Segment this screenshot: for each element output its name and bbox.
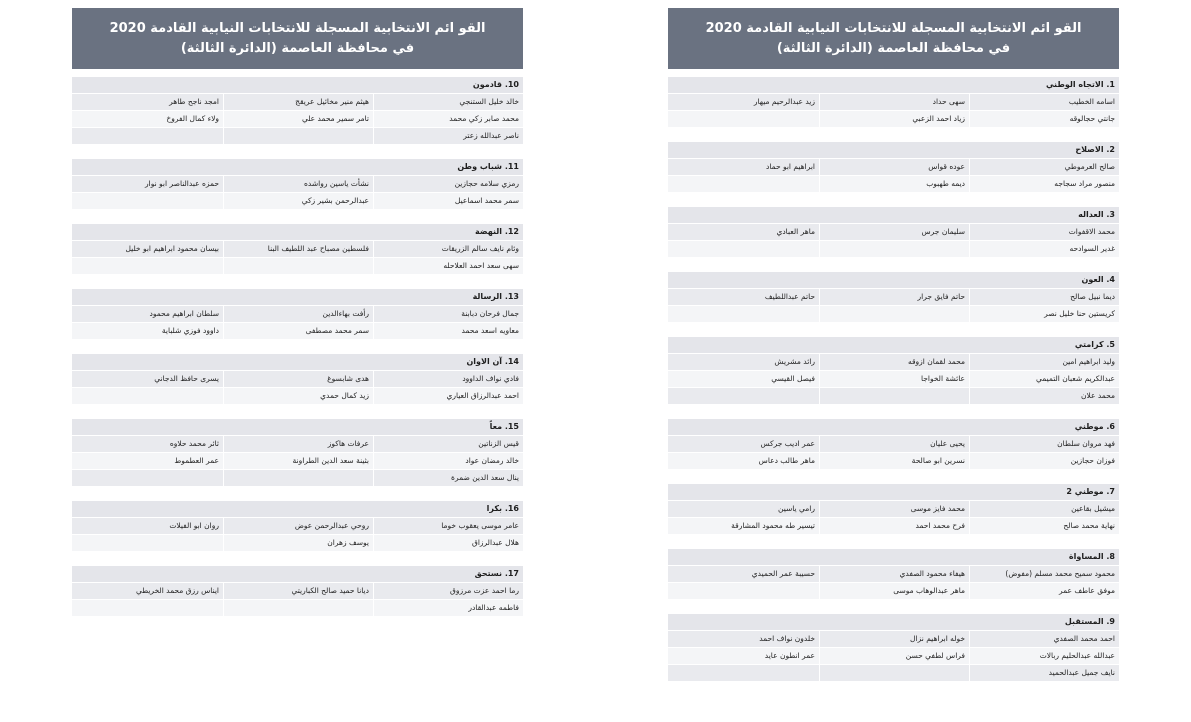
candidate-name-cell: رامي ياسين — [778, 504, 815, 513]
list-title: 11. شباب وطن — [72, 159, 523, 176]
header-title-line1: القو ائم الانتخابية المسجلة للانتخابات النيابية القادمة 2020 — [109, 20, 486, 36]
candidate-name-cell: زيد عبدالرحيم ميهار — [753, 97, 815, 106]
list-title: 16. بكرا — [72, 501, 523, 518]
candidate-name-cell: سلطان ابراهيم محمود — [149, 309, 219, 318]
candidate-name-cell — [668, 176, 819, 192]
candidate-name-cell: حاتم عبداللطيف — [764, 292, 815, 301]
candidate-name-cell: ابراهيم ابو حماد — [765, 162, 815, 171]
candidate-name-cell: سمر محمد اسماعيل — [373, 193, 523, 209]
candidate-name-cell — [72, 600, 223, 616]
electoral-list — [668, 614, 1119, 682]
list-title: 8. المساواة — [668, 549, 1119, 566]
candidate-name-cell: روان ابو الفيلات — [169, 521, 219, 530]
electoral-list — [72, 501, 523, 552]
candidate-name-cell: معاويه اسعد محمد — [373, 323, 523, 339]
candidate-row — [668, 436, 1119, 453]
electoral-list — [668, 272, 1119, 323]
candidate-name-cell: بيسان محمود ابراهيم ابو خليل — [125, 244, 219, 253]
left-panel — [72, 8, 523, 631]
candidate-name-cell: محمد صابر زكي محمد — [373, 111, 523, 127]
list-title: 13. الرسالة — [72, 289, 523, 306]
candidate-row — [72, 94, 523, 111]
list-title: 15. معاً — [72, 419, 523, 436]
candidate-name-cell: هدى شابسوغ — [223, 371, 373, 387]
candidate-name-cell: ميشيل بقاعين — [969, 501, 1119, 517]
electoral-list — [668, 484, 1119, 535]
candidate-row — [72, 193, 523, 210]
candidate-name-cell: حمزه عبدالناصر ابو نوار — [144, 179, 219, 188]
candidate-name-cell: جمال فرحان دبابنة — [373, 306, 523, 322]
header-title-line1: القو ائم الانتخابية المسجلة للانتخابات النيابية القادمة 2020 — [705, 20, 1082, 36]
candidate-name-cell: داوود فوزي شلباية — [161, 326, 219, 335]
candidate-name-cell: خالد رمضان عواد — [373, 453, 523, 469]
electoral-list — [72, 354, 523, 405]
candidate-name-cell: خلدون نواف احمد — [759, 634, 815, 643]
candidate-row — [668, 241, 1119, 258]
electoral-list — [668, 337, 1119, 405]
candidate-name-cell — [668, 665, 819, 681]
candidate-name-cell — [668, 583, 819, 599]
candidate-rows — [668, 354, 1119, 405]
candidate-row — [72, 258, 523, 275]
candidate-name-cell: تامر سمير محمد علي — [223, 111, 373, 127]
electoral-list — [72, 224, 523, 275]
panel-header — [72, 8, 523, 69]
candidate-name-cell: سهى سعد احمد العلاحله — [373, 258, 523, 274]
candidate-name-cell: اسامه الخطيب — [969, 94, 1119, 110]
candidate-name-cell — [72, 470, 223, 486]
candidate-name-cell — [223, 128, 373, 144]
candidate-name-cell: سليمان جرس — [819, 224, 969, 240]
candidate-name-cell: عبدالكريم شعبان التميمي — [969, 371, 1119, 387]
candidate-name-cell: فلسطين مصباح عبد اللطيف البنا — [223, 241, 373, 257]
candidate-name-cell: حاتم فايق جرار — [819, 289, 969, 305]
candidate-row — [72, 128, 523, 145]
candidate-name-cell: عامر موسى يعقوب خوما — [373, 518, 523, 534]
candidate-name-cell: نايف جميل عبدالحميد — [969, 665, 1119, 681]
candidate-row — [72, 111, 523, 128]
list-title: 9. المستقبل — [668, 614, 1119, 631]
candidate-name-cell — [72, 535, 223, 551]
candidate-name-cell: رما احمد عزت مرزوق — [373, 583, 523, 599]
candidate-name-cell: نشأت ياسين رواشده — [223, 176, 373, 192]
candidate-name-cell: حسيبة عمر الحميدي — [751, 569, 815, 578]
header-title-line2: في محافظة العاصمة (الدائرة الثالثة) — [180, 40, 415, 56]
candidate-name-cell: بثينة سعد الدين الطراونة — [223, 453, 373, 469]
candidate-name-cell: نهاية محمد صالح — [969, 518, 1119, 534]
candidate-row — [72, 453, 523, 470]
candidate-name-cell: محمد فايز موسى — [819, 501, 969, 517]
list-title: 2. الاصلاح — [668, 142, 1119, 159]
candidate-rows — [72, 436, 523, 487]
candidate-row — [668, 306, 1119, 323]
candidate-row — [72, 535, 523, 552]
candidate-name-cell: ثائر محمد حلاوه — [169, 439, 219, 448]
candidate-name-cell — [819, 306, 969, 322]
candidate-name-cell — [72, 193, 223, 209]
candidate-row — [668, 631, 1119, 648]
candidate-row — [668, 289, 1119, 306]
candidate-row — [72, 371, 523, 388]
candidate-row — [72, 306, 523, 323]
list-title: 4. العون — [668, 272, 1119, 289]
candidate-name-cell: احمد محمد الصفدي — [969, 631, 1119, 647]
candidate-name-cell — [668, 388, 819, 404]
list-title: 7. موطني 2 — [668, 484, 1119, 501]
candidate-name-cell — [72, 258, 223, 274]
candidate-name-cell: سهى حداد — [819, 94, 969, 110]
candidate-row — [668, 583, 1119, 600]
candidate-rows — [72, 306, 523, 340]
candidate-name-cell: عوده قواس — [819, 159, 969, 175]
candidate-name-cell — [819, 241, 969, 257]
candidate-name-cell: ولاء كمال الفروخ — [166, 114, 219, 123]
candidate-name-cell: ايناس رزق محمد الخريطي — [135, 586, 219, 595]
candidate-row — [72, 583, 523, 600]
candidate-name-cell: فراس لطفي حسن — [819, 648, 969, 664]
candidate-name-cell: عائشة الخواجا — [819, 371, 969, 387]
list-title: 6. موطني — [668, 419, 1119, 436]
candidate-name-cell: عبدالله عبدالحليم ربالات — [969, 648, 1119, 664]
candidate-name-cell: روحي عبدالرحمن عوض — [223, 518, 373, 534]
electoral-list — [72, 77, 523, 145]
candidate-name-cell: وئام نايف سالم الزريقات — [373, 241, 523, 257]
electoral-list — [72, 566, 523, 617]
candidate-name-cell: جانتي حجالوقه — [969, 111, 1119, 127]
candidate-row — [668, 388, 1119, 405]
list-title: 12. النهضة — [72, 224, 523, 241]
candidate-name-cell: منصور مراد سجاجه — [969, 176, 1119, 192]
candidate-name-cell: ناصر عبدالله زعتر — [373, 128, 523, 144]
electoral-list — [668, 549, 1119, 600]
candidate-row — [668, 665, 1119, 682]
candidate-name-cell: صالح العرموطي — [969, 159, 1119, 175]
electoral-list — [668, 419, 1119, 470]
candidate-name-cell: غدير السوادحه — [969, 241, 1119, 257]
candidate-name-cell — [72, 128, 223, 144]
candidate-name-cell: رمزي سلامه حجازين — [373, 176, 523, 192]
candidate-name-cell: فاطمه عبدالقادر — [373, 600, 523, 616]
candidate-name-cell: كريستين حنا خليل نصر — [969, 306, 1119, 322]
candidate-name-cell — [668, 306, 819, 322]
candidate-row — [668, 159, 1119, 176]
candidate-row — [668, 354, 1119, 371]
candidate-row — [72, 600, 523, 617]
candidate-name-cell: نسرين ابو صالحة — [819, 453, 969, 469]
candidate-row — [668, 371, 1119, 388]
candidate-row — [668, 176, 1119, 193]
candidate-name-cell: ديمه طهبوب — [819, 176, 969, 192]
electoral-list — [72, 159, 523, 210]
candidate-row — [72, 323, 523, 340]
candidate-name-cell: يوسف زهران — [223, 535, 373, 551]
right-lists-container — [668, 77, 1119, 682]
candidate-name-cell — [819, 388, 969, 404]
candidate-name-cell: وليد ابراهيم امين — [969, 354, 1119, 370]
candidate-name-cell: فوزان حجازين — [969, 453, 1119, 469]
panel-header — [668, 8, 1119, 69]
list-title: 1. الاتجاه الوطني — [668, 77, 1119, 94]
candidate-name-cell: عمر انطون عايد — [764, 651, 815, 660]
candidate-name-cell: هيفاء محمود الصفدي — [819, 566, 969, 582]
candidate-name-cell: زيد كمال حمدي — [223, 388, 373, 404]
candidate-name-cell: فادي نواف الداوود — [373, 371, 523, 387]
candidate-rows — [72, 241, 523, 275]
electoral-list — [668, 207, 1119, 258]
right-panel — [668, 8, 1119, 696]
candidate-row — [72, 388, 523, 405]
candidate-name-cell: عبدالرحمن بشير زكي — [223, 193, 373, 209]
candidate-rows — [668, 94, 1119, 128]
candidate-rows — [668, 224, 1119, 258]
candidate-name-cell — [223, 470, 373, 486]
candidate-row — [668, 518, 1119, 535]
candidate-name-cell: محمد علان — [969, 388, 1119, 404]
candidate-name-cell: فهد مروان سلطان — [969, 436, 1119, 452]
candidate-row — [72, 470, 523, 487]
candidate-name-cell: يحيى عليان — [819, 436, 969, 452]
candidate-name-cell — [72, 388, 223, 404]
candidate-name-cell: خوله ابراهيم نزال — [819, 631, 969, 647]
candidate-row — [668, 648, 1119, 665]
candidate-name-cell — [668, 241, 819, 257]
candidate-name-cell: محمد الاقفوات — [969, 224, 1119, 240]
list-title: 10. قادمون — [72, 77, 523, 94]
candidate-name-cell: موفق عاطف عمر — [969, 583, 1119, 599]
candidate-name-cell: امجد ناجح طاهر — [169, 97, 219, 106]
candidate-name-cell: ماهر عبدالوهاب موسى — [819, 583, 969, 599]
candidate-rows — [668, 436, 1119, 470]
list-title: 3. العداله — [668, 207, 1119, 224]
candidate-name-cell: ماهر العبادي — [776, 227, 815, 236]
candidate-name-cell: ديانا حميد صالح الكباريتي — [223, 583, 373, 599]
candidate-row — [72, 241, 523, 258]
candidate-name-cell — [223, 258, 373, 274]
candidate-name-cell: تيسير طه محمود المشارقة — [731, 521, 815, 530]
electoral-list — [668, 142, 1119, 193]
electoral-list — [72, 289, 523, 340]
candidate-name-cell: رائد مشريش — [774, 357, 815, 366]
candidate-name-cell: يسرى حافظ الدجاني — [154, 374, 219, 383]
candidate-name-cell: فرح محمد احمد — [819, 518, 969, 534]
candidate-rows — [668, 159, 1119, 193]
candidate-name-cell — [668, 111, 819, 127]
candidate-name-cell: احمد عبدالرزاق العياري — [373, 388, 523, 404]
candidate-name-cell: محمد لقمان ازوقه — [819, 354, 969, 370]
candidate-name-cell — [819, 665, 969, 681]
candidate-name-cell: خالد خليل الستنجي — [373, 94, 523, 110]
list-title: 5. كرامتي — [668, 337, 1119, 354]
candidate-rows — [72, 371, 523, 405]
candidate-row — [668, 566, 1119, 583]
candidate-name-cell — [223, 600, 373, 616]
candidate-row — [668, 94, 1119, 111]
candidate-name-cell: ديما نبيل صالح — [969, 289, 1119, 305]
candidate-name-cell: عمر اديب جركس — [760, 439, 815, 448]
candidate-name-cell: ماهر طالب دعاس — [758, 456, 815, 465]
left-lists-container — [72, 77, 523, 617]
candidate-name-cell: زياد احمد الزعبي — [819, 111, 969, 127]
candidate-row — [668, 453, 1119, 470]
electoral-list — [668, 77, 1119, 128]
candidate-name-cell: هلال عبدالرزاق — [373, 535, 523, 551]
candidate-name-cell: قيس الزناتين — [373, 436, 523, 452]
candidate-rows — [72, 94, 523, 145]
list-title: 17. نستحق — [72, 566, 523, 583]
candidate-row — [72, 518, 523, 535]
candidate-row — [72, 176, 523, 193]
candidate-row — [668, 224, 1119, 241]
candidate-rows — [668, 631, 1119, 682]
candidate-rows — [72, 583, 523, 617]
candidate-rows — [668, 289, 1119, 323]
candidate-name-cell: محمود سميح محمد مسلم (مفوض) — [969, 566, 1119, 582]
candidate-row — [668, 501, 1119, 518]
candidate-name-cell: عرفات هاكوز — [223, 436, 373, 452]
candidate-row — [72, 436, 523, 453]
candidate-name-cell: فيصل القيسي — [771, 374, 815, 383]
candidate-rows — [72, 518, 523, 552]
candidate-row — [668, 111, 1119, 128]
candidate-name-cell: سمر محمد مصطفى — [223, 323, 373, 339]
list-title: 14. آن الاوان — [72, 354, 523, 371]
candidate-rows — [668, 501, 1119, 535]
candidate-rows — [668, 566, 1119, 600]
candidate-name-cell: عمر العطموط — [174, 456, 219, 465]
header-title-line2: في محافظة العاصمة (الدائرة الثالثة) — [776, 40, 1011, 56]
candidate-rows — [72, 176, 523, 210]
candidate-name-cell: رأفت بهاءالدين — [223, 306, 373, 322]
candidate-name-cell: ينال سعد الدين ضمرة — [373, 470, 523, 486]
candidate-name-cell: هيثم منير مخائيل عريقج — [223, 94, 373, 110]
electoral-list — [72, 419, 523, 487]
